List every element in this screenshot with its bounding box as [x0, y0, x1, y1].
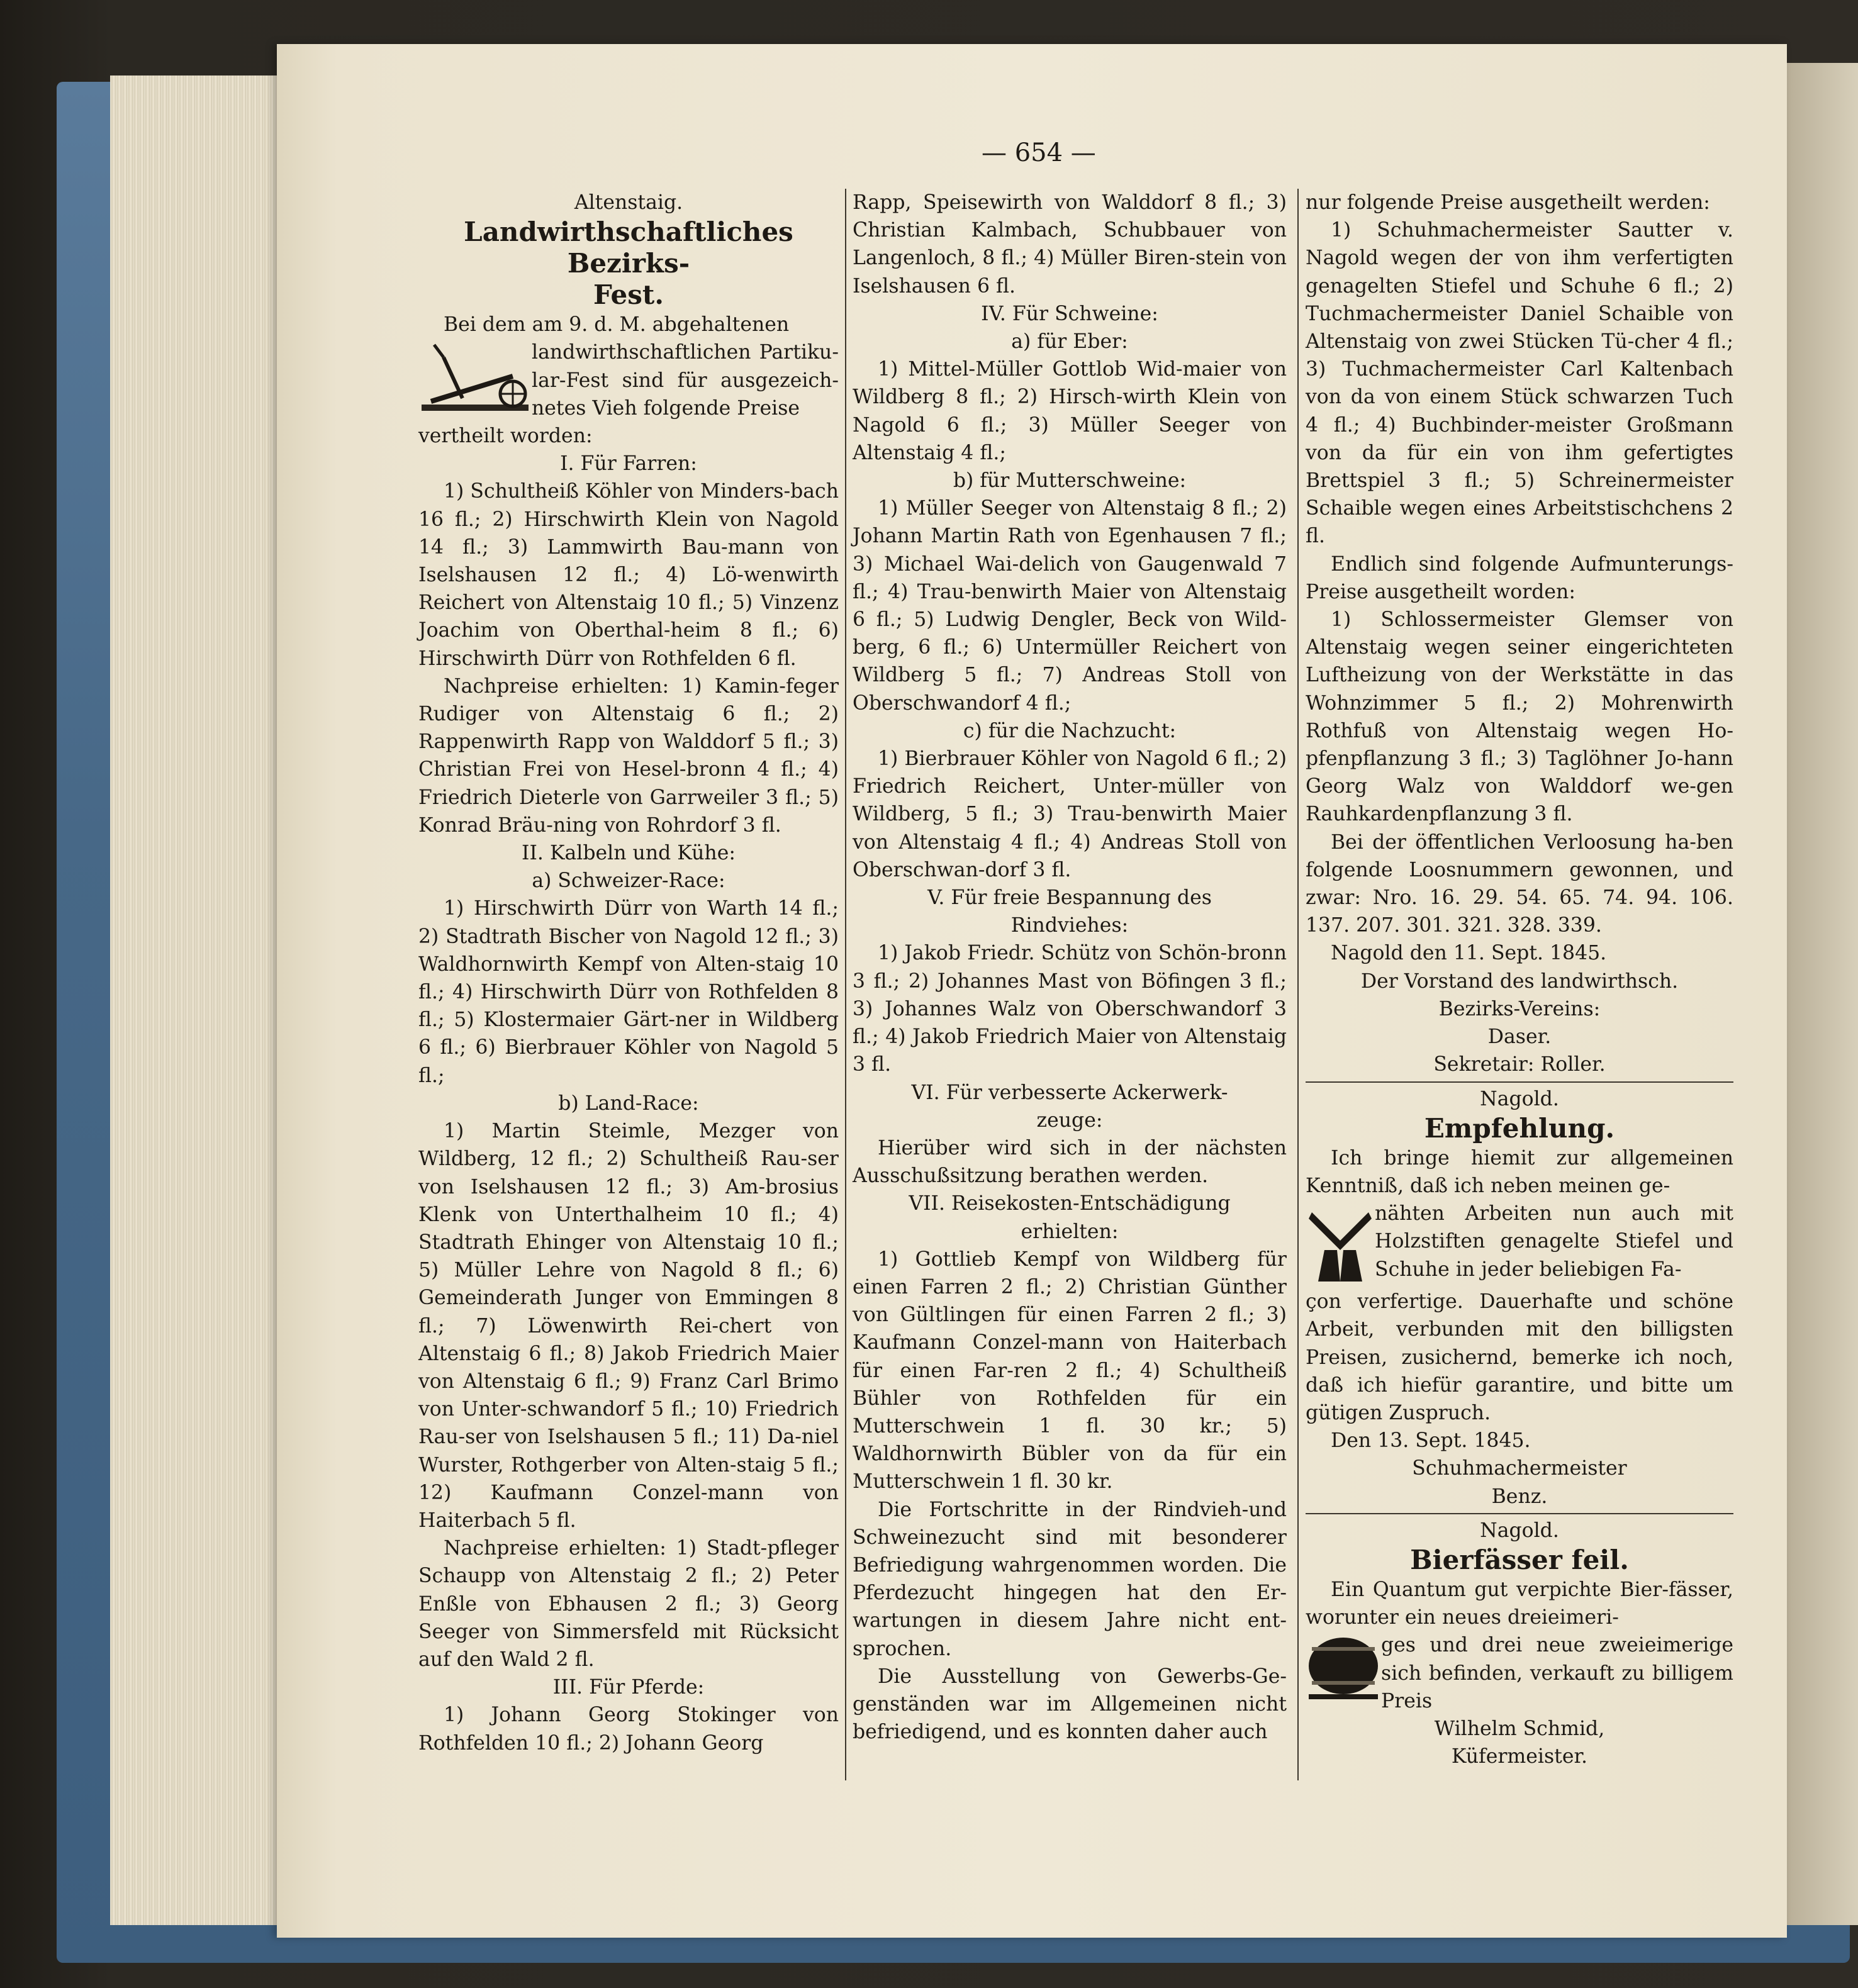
- column-2: [853, 189, 1287, 1746]
- ad2-text-top: Ein Quantum gut verpichte Bier-fässer, worunter ein neues dreieimeri-: [1306, 1578, 1733, 1629]
- verloosung-text: Bei der öffentlichen Verloosung ha-ben folgende Loosnummern gewonnen, und zwar: Nro. 16. 29. 54. 65. 74. 94. 106. 137. 207. 301. 321. 328. 339.: [1306, 830, 1733, 937]
- ad2-with-barrel: [1306, 1631, 1733, 1715]
- section-7-heading-2: erhielten:: [1021, 1220, 1119, 1243]
- ad2-signature-2: Küfermeister.: [1451, 1745, 1588, 1768]
- ad1-text-bottom: çon verfertige. Dauerhafte und schöne Arbeit, verbunden mit den billigsten Preisen, zusichernd, bemerke ich noch, daß ich hiefür garantire, und bitte um gütigen Zuspruch.: [1306, 1290, 1733, 1424]
- section-3-heading: III. Für Pferde:: [552, 1676, 705, 1699]
- section-2a-heading: a) Schweizer-Race:: [532, 869, 725, 893]
- ad2-place: Nagold.: [1480, 1519, 1559, 1542]
- article-title-line2: Fest.: [593, 279, 664, 311]
- signature-line-2: Bezirks-Vereins:: [1438, 997, 1601, 1020]
- article-title-line1: Landwirthschaftliches Bezirks-: [464, 216, 793, 279]
- section-4b-prizes: 1) Müller Seeger von Altenstaig 8 fl.; 2) Johann Martin Rath von Egenhausen 7 fl.; 3) Michael Wai-delich von Gaugenwald 7 fl.; 4) Trau-benwirth Maier von Altenstaig 6 fl.; 5) Ludwig Dengler, Beck von Wild-berg, 6 fl.; 6) Untermüller Reichert von Wildberg 5 fl.; 7) Andreas Stoll von Oberschwandorf 4 fl.;: [853, 497, 1287, 715]
- divider-2: [1306, 1513, 1733, 1514]
- plough-icon: [418, 338, 532, 420]
- section-2b-prizes: 1) Martin Steimle, Mezger von Wildberg, 12 fl.; 2) Schultheiß Rau-ser von Iselshausen 12 fl.; 3) Am-brosius Klenk von Unterthalheim 10 fl.; 4) Stadtrath Ehinger von Altenstaig 10 fl.; 5) Müller Lehre von Nagold 8 fl.; 6) Gemeinderath Junger von Emmingen 8 fl.; 7) Löwenwirth Rei-chert von Altenstaig 6 fl.; 8) Jakob Friedrich Maier von Altenstaig 6 fl.; 9) Franz Carl Brimo von Unter-schwandorf 5 fl.; 10) Friedrich Rau-ser von Iselshausen 5 fl.; 11) Da-niel Wurster, Rothgerber von Alten-staig 5 fl.; 12) Kaufmann Conzel-mann von Haiterbach 5 fl.: [418, 1120, 839, 1532]
- section-5-heading-2: Rindviehes:: [1010, 914, 1129, 937]
- section-2-nachpreise: Nachpreise erhielten: 1) Stadt-pfleger Schaupp von Altenstaig 2 fl.; 2) Peter Enßle von Ebhausen 2 fl.; 3) Georg Seeger von Simmersfeld mit Rücksicht auf den Wald 2 fl.: [418, 1537, 839, 1671]
- page-edges: [110, 75, 293, 1925]
- section-2-heading: II. Kalbeln und Kühe:: [522, 842, 736, 865]
- column-rule-2: [1297, 189, 1299, 1780]
- ausstellung-continued: nur folgende Preise ausgetheilt werden:: [1306, 191, 1710, 214]
- paragraph-ausstellung: Die Ausstellung von Gewerbs-Ge-genständen war im Allgemeinen nicht befriedigend, und es konnten daher auch: [853, 1665, 1287, 1744]
- column-1: [418, 189, 839, 1757]
- section-3-continued: Rapp, Speisewirth von Walddorf 8 fl.; 3) Christian Kalmbach, Schubbauer von Langenloch, 8 fl.; 4) Müller Biren-stein von Iselshausen 6 fl.: [853, 191, 1287, 298]
- section-4a-prizes: 1) Mittel-Müller Gottlob Wid-maier von Wildberg 8 fl.; 2) Hirsch-wirth Klein von Nagold 6 fl.; 3) Müller Seeger von Altenstaig 4 fl.;: [853, 358, 1287, 464]
- aufmunterung-prizes: 1) Schlossermeister Glemser von Altenstaig wegen seiner eingerichteten Luftheizung von der Werkstätte in das Wohnzimmer 5 fl.; 2) Mohrenwirth Rothfuß von Altenstaig wegen Ho-pfenpflanzung 3 fl.; 3) Taglöhner Jo-hann Georg Walz von Walddorf we-gen Rauhkardenpflanzung 3 fl.: [1306, 608, 1733, 826]
- aufmunterung-intro: Endlich sind folgende Aufmunterungs-Preise ausgetheilt worden:: [1306, 552, 1733, 603]
- section-4a-heading: a) für Eber:: [1011, 330, 1128, 354]
- ad1-signature-1: Schuhmachermeister: [1412, 1457, 1627, 1480]
- section-4-heading: IV. Für Schweine:: [981, 302, 1158, 325]
- signature-line-3: Daser.: [1487, 1025, 1552, 1049]
- signature-line-4: Sekretair: Roller.: [1433, 1053, 1606, 1076]
- facing-page-edge: [1787, 63, 1858, 1925]
- section-7-heading-1: VII. Reisekosten-Entschädigung: [909, 1192, 1231, 1215]
- ad1-text-middle: nähten Arbeiten nun auch mit Holzstiften genagelte Stiefel und Schuhe in jeder beliebigen Fa-: [1375, 1202, 1733, 1281]
- ad2-signature-1: Wilhelm Schmid,: [1434, 1717, 1605, 1740]
- place-heading: Altenstaig.: [574, 191, 683, 214]
- intro-text: landwirthschaftlichen Partiku-lar-Fest sind für ausgezeich-netes Vieh folgende Preise: [532, 341, 839, 420]
- gewerbe-prizes: 1) Schuhmachermeister Sautter v. Nagold wegen der von ihm verfertigten genagelten Stiefel und Schuhe 6 fl.; 2) Tuchmachermeister Daniel Schaible von Altenstaig von zwei Stücken Tü-cher 4 fl.; 3) Tuchmachermeister Carl Kaltenbach von da von einem Stück schwarzen Tuch 4 fl.; 4) Buchbinder-meister Großmann von da für ein von ihm gefertigtes Brettspiel 3 fl.; 5) Schreinermeister Schaible wegen eines Arbeitstischchens 2 fl.: [1306, 219, 1733, 548]
- section-4c-prizes: 1) Bierbrauer Köhler von Nagold 6 fl.; 2) Friedrich Reichert, Unter-müller von Wildberg, 5 fl.; 3) Trau-benwirth Maier von Altenstaig 4 fl.; 4) Andreas Stoll von Oberschwan-dorf 3 fl.: [853, 747, 1287, 881]
- section-4b-heading: b) für Mutterschweine:: [953, 469, 1187, 493]
- ad1-text-top: Ich bringe hiemit zur allgemeinen Kenntniß, daß ich neben meinen ge-: [1306, 1146, 1733, 1197]
- column-3: [1306, 189, 1733, 1770]
- section-1-prizes: 1) Schultheiß Köhler von Minders-bach 16 fl.; 2) Hirschwirth Klein von Nagold 14 fl.; 3) Lammwirth Bau-mann von Iselshausen 12 fl.; 4) Lö-wenwirth Reichert von Altenstaig 10 fl.; 5) Vinzenz Joachim von Oberthal-heim 8 fl.; 6) Hirschwirth Dürr von Rothfelden 6 fl.: [418, 480, 839, 670]
- section-6-heading-1: VI. Für verbesserte Ackerwerk-: [911, 1081, 1228, 1104]
- ad1-date: Den 13. Sept. 1845.: [1331, 1429, 1531, 1453]
- intro-last-line: vertheilt worden:: [418, 425, 593, 448]
- ad1-place: Nagold.: [1480, 1087, 1559, 1110]
- intro-with-plough: [418, 338, 839, 422]
- section-1-nachpreise: Nachpreise erhielten: 1) Kamin-feger Rudiger von Altenstaig 6 fl.; 2) Rappenwirth Rapp von Walddorf 5 fl.; 3) Christian Frei von Hesel-bronn 4 fl.; 4) Friedrich Dieterle von Garrweiler 3 fl.; 5) Konrad Bräu-ning von Rohrdorf 3 fl.: [418, 674, 839, 837]
- section-6-text: Hierüber wird sich in der nächsten Ausschußsitzung berathen werden.: [853, 1136, 1287, 1188]
- section-3-prizes: 1) Johann Georg Stokinger von Rothfelden 10 fl.; 2) Johann Georg: [418, 1704, 839, 1755]
- date-line: Nagold den 11. Sept. 1845.: [1331, 942, 1607, 965]
- section-2b-heading: b) Land-Race:: [558, 1092, 699, 1115]
- section-2a-prizes: 1) Hirschwirth Dürr von Warth 14 fl.; 2) Stadtrath Bischer von Nagold 12 fl.; 3) Waldhornwirth Kempf von Alten-staig 10 fl.; 4) Hirschwirth Dürr von Rothfelden 8 fl.; 5) Klostermaier Gärt-ner in Wildberg 6 fl.; 6) Bierbrauer Köhler von Nagold 5 fl.;: [418, 897, 839, 1087]
- section-6-heading-2: zeuge:: [1036, 1108, 1103, 1132]
- ad1-title: Empfehlung.: [1424, 1112, 1615, 1144]
- signature-line-1: Der Vorstand des landwirthsch.: [1360, 969, 1679, 993]
- barrel-icon: [1306, 1631, 1381, 1700]
- column-rule-1: [845, 189, 846, 1780]
- section-1-heading: I. Für Farren:: [560, 452, 697, 476]
- section-5-heading-1: V. Für freie Bespannung des: [927, 886, 1212, 910]
- ad2-title: Bierfässer feil.: [1410, 1544, 1629, 1575]
- intro-first-line: Bei dem am 9. d. M. abgehaltenen: [444, 313, 790, 337]
- divider-1: [1306, 1081, 1733, 1083]
- ad2-text-middle: ges und drei neue zweieimerige sich befinden, verkauft zu billigem Preis: [1381, 1634, 1733, 1712]
- section-5-prizes: 1) Jakob Friedr. Schütz von Schön-bronn 3 fl.; 2) Johannes Mast von Böfingen 3 fl.; 3) Johannes Walz von Oberschwandorf 3 fl.; 4) Jakob Friedrich Maier von Altenstaig 3 fl.: [853, 942, 1287, 1076]
- crossed-boots-icon: [1306, 1200, 1375, 1288]
- ad1-signature-2: Benz.: [1491, 1485, 1548, 1508]
- section-4c-heading: c) für die Nachzucht:: [963, 719, 1177, 742]
- page-number: — 654 —: [982, 138, 1096, 167]
- section-7-text: 1) Gottlieb Kempf von Wildberg für einen Farren 2 fl.; 2) Christian Günther von Gültlingen für einen Farren 2 fl.; 3) Kaufmann Conzel-mann von Haiterbach für einen Far-ren 2 fl.; 4) Schultheiß Bühler von Rothfelden für ein Mutterschwein 1 fl. 30 kr.; 5) Waldhornwirth Bübler von da für ein Mutterschwein 1 fl. 30 kr.: [853, 1248, 1287, 1494]
- paragraph-fortschritte: Die Fortschritte in der Rindvieh-und Schweinezucht sind mit besonderer Befriedigung wahrgenommen worden. Die Pferdezucht hingegen hat den Er-wartungen in diesem Jahre nicht ent-sprochen.: [853, 1498, 1287, 1660]
- ad1-with-boots: [1306, 1200, 1733, 1288]
